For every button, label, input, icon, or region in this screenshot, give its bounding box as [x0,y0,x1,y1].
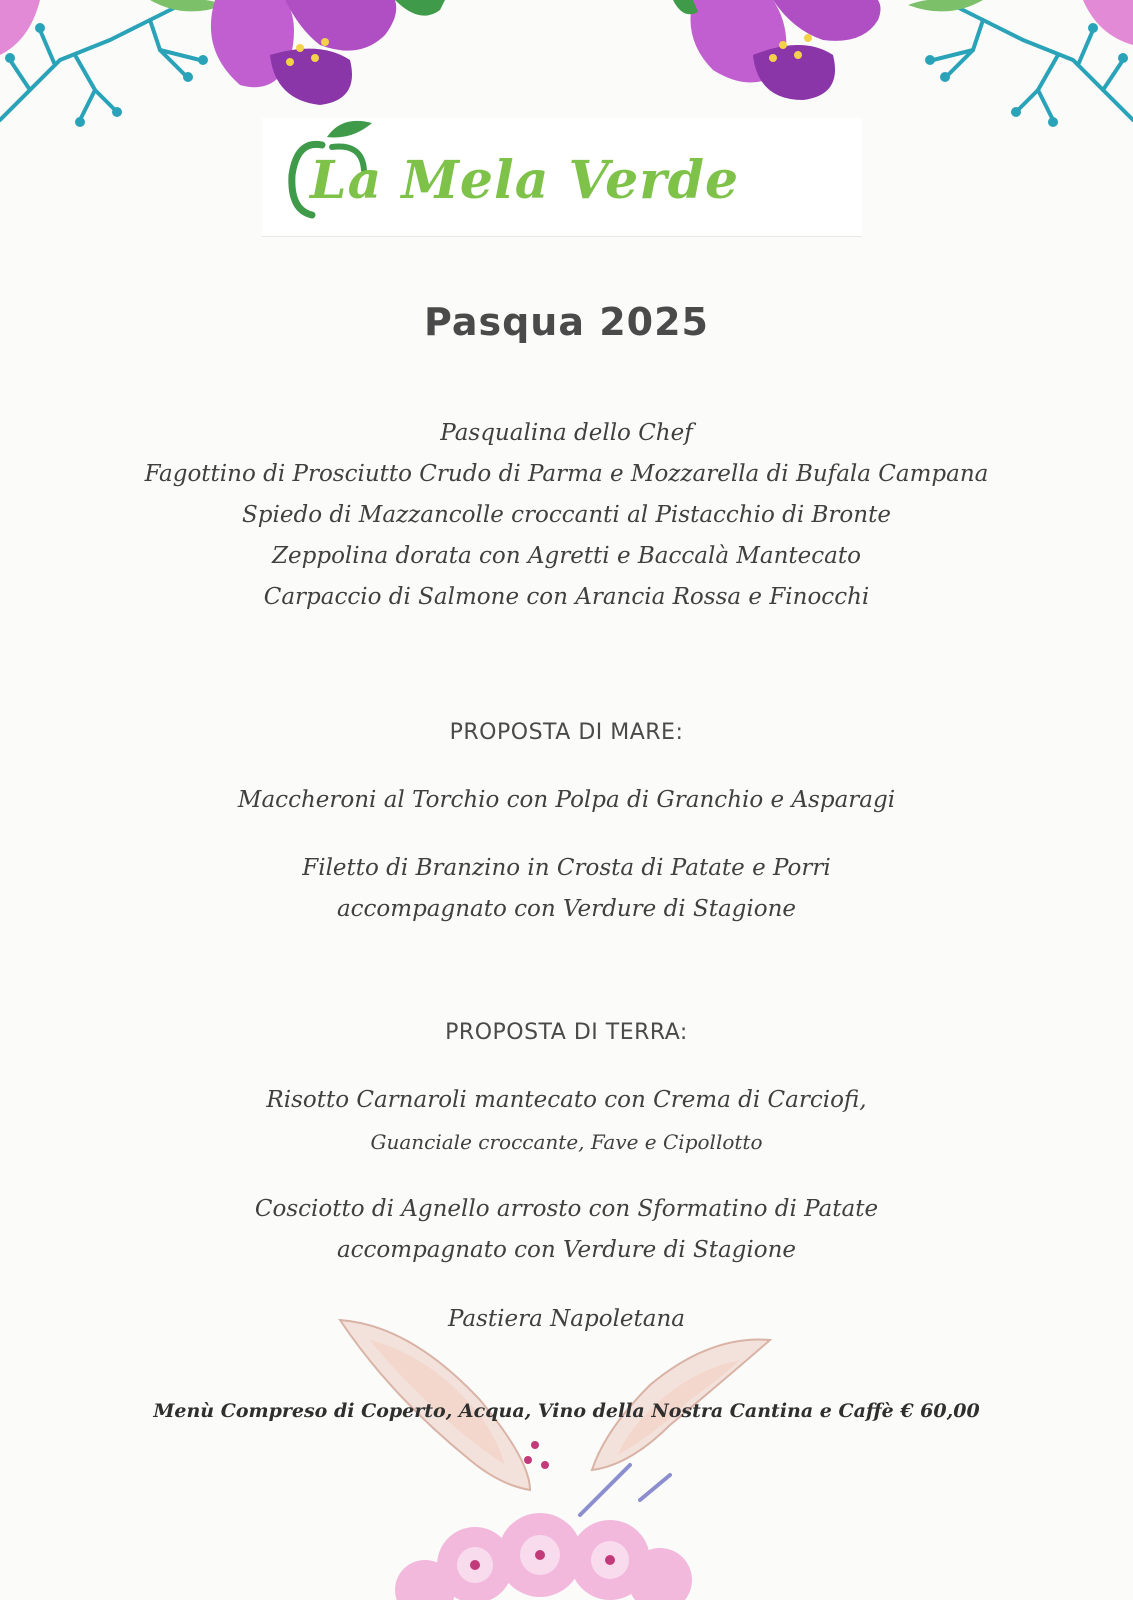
page-title: Pasqua 2025 [424,300,709,344]
menu-item: Risotto Carnaroli mantecato con Crema di Carciofi, [266,1087,867,1113]
bunny-ears-floral-decoration [330,1315,810,1600]
menu-item: Cosciotto di Agnello arrosto con Sformatino di Patate [254,1196,879,1222]
menu-item: accompagnato con Verdure di Stagione [336,896,797,922]
section-heading-mare: PROPOSTA DI MARE: [449,720,684,745]
menu-item-dessert: Pastiera Napoletana [447,1306,686,1332]
section-heading-terra: PROPOSTA DI TERRA: [445,1020,688,1045]
menu-item: Spiedo di Mazzancolle croccanti al Pistacchio di Bronte [242,502,891,528]
restaurant-logo-text: La Mela Verde [310,150,740,211]
menu-item: Pasqualina dello Chef [440,420,693,446]
menu-item: Carpaccio di Salmone con Arancia Rossa e Finocchi [263,584,870,610]
menu-item: Fagottino di Prosciutto Crudo di Parma e Mozzarella di Bufala Campana [144,461,989,487]
menu-price-line: Menù Compreso di Coperto, Acqua, Vino della Nostra Cantina e Caffè € 60,00 [153,1400,980,1422]
menu-item: accompagnato con Verdure di Stagione [336,1237,797,1263]
menu-item: Maccheroni al Torchio con Polpa di Granchio e Asparagi [237,787,896,813]
menu-item: Filetto di Branzino in Crosta di Patate e Porri [302,855,831,881]
menu-item: Zeppolina dorata con Agretti e Baccalà Mantecato [272,543,861,569]
menu-item: Guanciale croccante, Fave e Cipollotto [370,1130,763,1154]
